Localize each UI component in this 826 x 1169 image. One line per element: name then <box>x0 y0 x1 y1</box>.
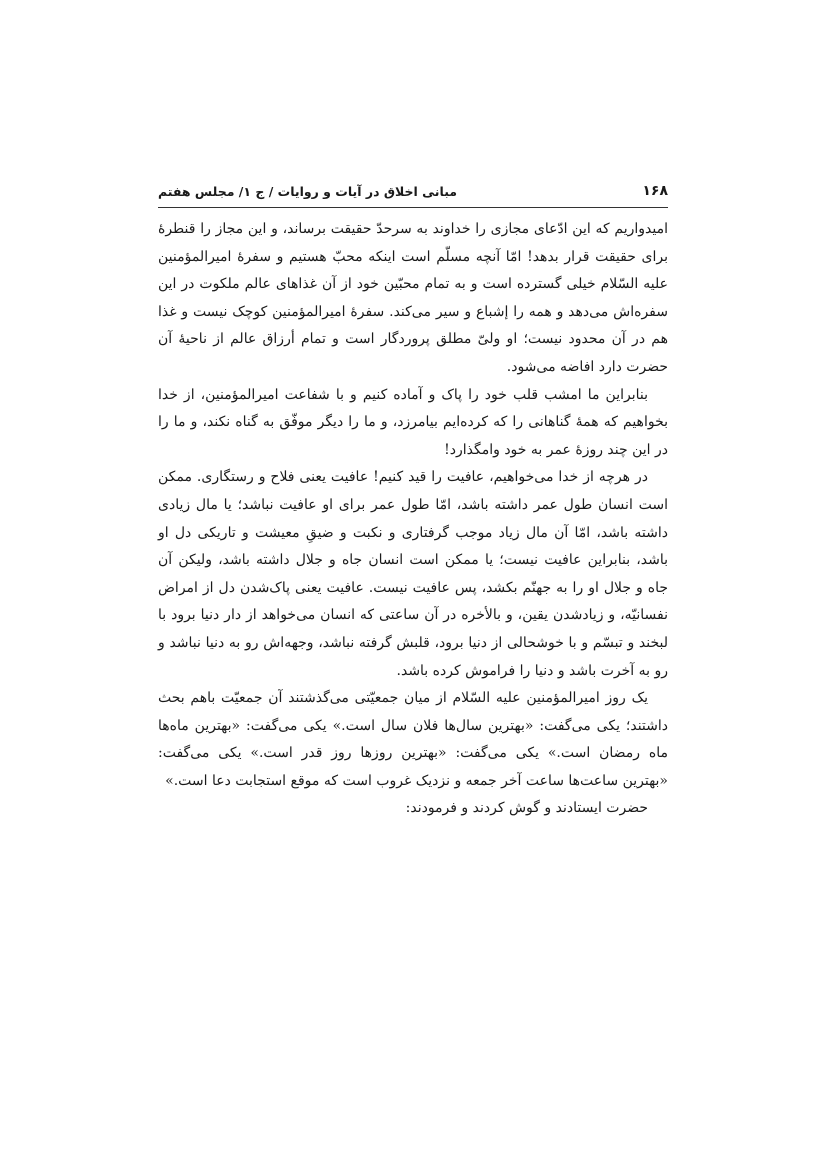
page-number: ۱۶۸ <box>642 183 668 199</box>
body-text <box>158 216 668 823</box>
paragraph-3: در هرچه از خدا می‌خواهیم، عافیت را قید کنیم! عافیت یعنی فلاح و رستگاری. ممکن است انسان طول عمر داشته باشد، امّا طول عمر برای او عافیت نباشد؛ یا مال زیادی داشته باشد، امّا آن مال زیاد موجب گرفتاری و نکبت و ضیقِ معیشت و تاریکی دل او باشد، بنابراین عافیت نیست؛ یا ممکن است انسان جاه و جلال داشته باشد، ولیکن آن جاه و جلال او را به جهنّم بکشد، پس عافیت نیست. عافیت یعنی پاک‌شدن دل از امراض نفسانیّه، و زیادشدن یقین، و بالأخره در آن ساعتی که انسان می‌خواهد از دار دنیا برود با لبخند و تبسّم و با خوشحالی از دنیا برود، قلبش گرفته نباشد، وجهه‌اش رو به دنیا نباشد و رو به آخرت باشد و دنیا را فراموش کرده باشد. <box>158 469 668 679</box>
paragraph-4: یک روز امیرالمؤمنین علیه السّلام از میان جمعیّتی می‌گذشتند آن جمعیّت باهم بحث داشتند؛ یکی می‌گفت: «بهترین سال‌ها فلان سال است.» یکی می‌گفت: «بهترین ماه‌ها ماه رمضان است.» یکی می‌گفت: «بهترین روزها روز قدر است.» یکی می‌گفت: «بهترین ساعت‌ها ساعت آخر جمعه و نزدیک غروب است که موقع استجابت دعا است.» <box>158 690 668 789</box>
running-title: مبانی اخلاق در آیات و روایات / ج ۱/ مجلس هفتم <box>158 183 458 199</box>
paragraph-1: امیدواریم که این ادّعای مجازی را خداوند به سرحدّ حقیقت برساند، و این مجاز را قنطرهٔ برای حقیقت قرار بدهد! امّا آنچه مسلّم است اینکه محبّ هستیم و سفرهٔ امیرالمؤمنین علیه السّلام خیلی گسترده است و به تمام محبّین خود از آن غذاهای عالم ملکوت در این سفره‌اش می‌دهد و همه را إشباع و سیر می‌کند. سفرهٔ امیرالمؤمنین کوچک نیست و غذا هم در آن محدود نیست؛ او ولیّ مطلق پروردگار است و تمام أرزاق عالم از ناحیهٔ آن حضرت دارد افاضه می‌شود. <box>158 221 668 375</box>
paragraph-5: حضرت ایستادند و گوش کردند و فرمودند: <box>405 800 648 817</box>
paragraph-2: بنابراین ما امشب قلب خود را پاک و آماده کنیم و با شفاعت امیرالمؤمنین، از خدا بخواهیم که همهٔ گناهانی را که کرده‌ایم بیامرزد، و ما را دیگر موفّق به گناه نکند، و ما را در این چند روزهٔ عمر به خود وامگذارد! <box>158 386 668 458</box>
header-divider <box>158 207 668 208</box>
page-header <box>158 176 668 206</box>
